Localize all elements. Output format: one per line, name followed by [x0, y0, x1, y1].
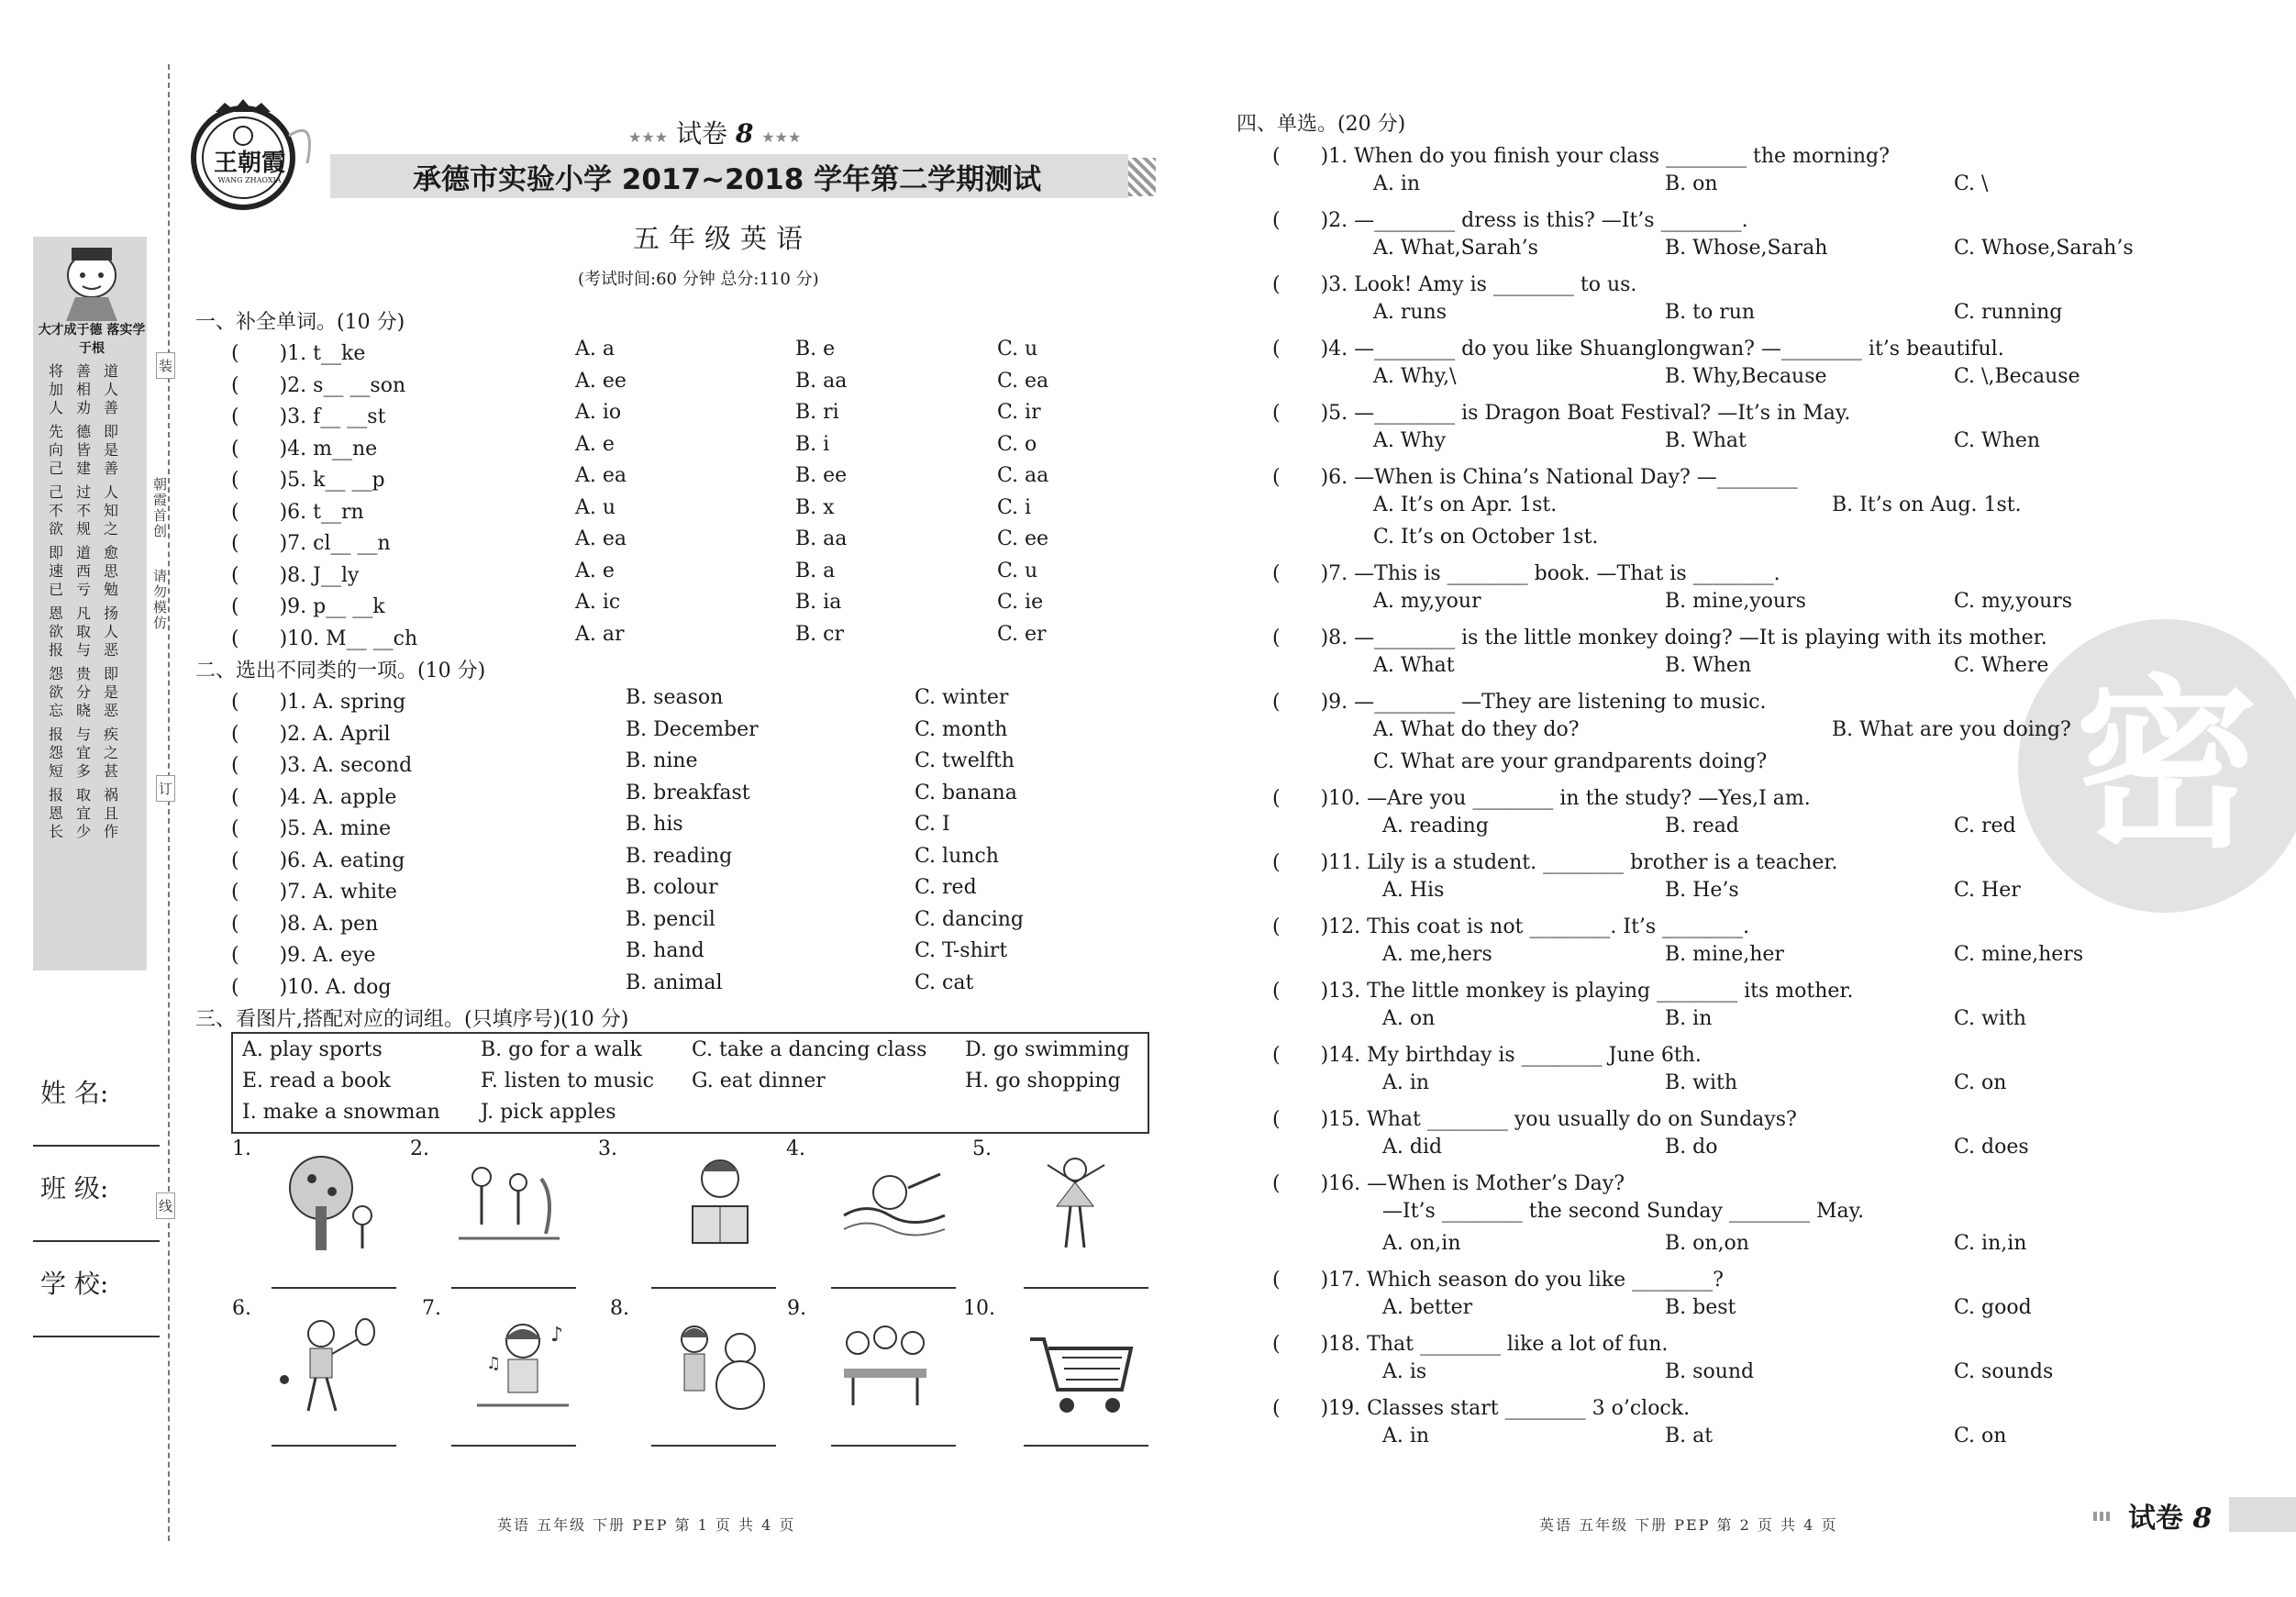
swimming-boy-icon [839, 1151, 949, 1252]
question-row: ( )13. The little monkey is playing ________ its mother. [1272, 980, 1854, 1003]
motto-row: 将善道 加相人 人劝善 [48, 362, 131, 416]
footer-left: 英语 五年级 下册 PEP 第 1 页 共 4 页 [497, 1516, 796, 1534]
answer-blank[interactable] [1024, 1445, 1148, 1447]
question-row: ( )10. —Are you ________ in the study? —Yes,I am. [1272, 787, 1811, 810]
scholar-cartoon-icon [48, 240, 136, 321]
corner-pattern [2093, 1512, 2112, 1521]
title-band-pattern [1128, 158, 1156, 196]
question-row: ( )11. Lily is a student. ________ brother is a teacher. [1272, 851, 1838, 874]
question-row: ( )16. —When is Mother’s Day? [1272, 1172, 1625, 1195]
answer-blank[interactable] [451, 1445, 576, 1447]
question-row: ( )19. Classes start ________ 3 o’clock. [1272, 1397, 1691, 1420]
school-field[interactable] [33, 1336, 160, 1337]
question-row: ( )17. Which season do you like ________? [1272, 1269, 1724, 1292]
motto-row: 己过人 不不知 欲规之 [48, 483, 131, 538]
tennis-boy-icon [275, 1314, 385, 1414]
secret-stamp-text: 密 [2074, 658, 2258, 873]
logo-text: 王朝霞 [213, 150, 285, 177]
vertical-note-copy: 请勿模仿 [151, 569, 168, 631]
reading-boy-icon [665, 1151, 775, 1252]
motto-row: 报与疾 怨宜之 短多甚 [48, 726, 131, 780]
dancing-girl-icon [1020, 1151, 1130, 1252]
section4-title: 四、单选。(20 分) [1237, 113, 1406, 136]
question-row: ( )7. —This is ________ book. —That is ________. [1272, 562, 1780, 585]
paper-label-text: 试卷 [675, 118, 727, 149]
picture-number: 4. [786, 1137, 805, 1160]
question-row: ( )4. —________ do you like Shuanglongwan? —________ it’s beautiful. [1272, 338, 2004, 360]
question-row-continued: —It’s ________ the second Sunday ________ May. [1382, 1200, 1865, 1223]
answer-blank[interactable] [831, 1445, 956, 1447]
question-row: ( )2. —________ dress is this? —It’s ________. [1272, 209, 1748, 232]
picture-number: 7. [422, 1297, 441, 1320]
footer-right: 英语 五年级 下册 PEP 第 2 页 共 4 页 [1539, 1516, 1838, 1534]
snowman-icon [662, 1314, 772, 1414]
class-field[interactable] [33, 1240, 160, 1242]
question-row: ( )18. That ________ like a lot of fun. [1272, 1333, 1669, 1356]
name-field[interactable] [33, 1145, 160, 1147]
answer-blank[interactable] [651, 1445, 776, 1447]
subject-title: 五年级英语 [633, 223, 813, 254]
answer-blank[interactable] [831, 1287, 956, 1289]
question-row: ( )15. What ________ you usually do on Sundays? [1272, 1108, 1797, 1131]
apple-tree-icon [275, 1151, 385, 1252]
svg-text:♫: ♫ [486, 1354, 502, 1373]
binding-dotted-line [168, 64, 170, 1541]
logo-caption: WANG ZHAOXIA [217, 176, 282, 184]
walking-family-icon [454, 1151, 564, 1252]
picture-number: 10. [963, 1297, 995, 1320]
corner-band [2229, 1497, 2296, 1532]
question-row: ( )6. —When is China’s National Day? —________ [1272, 466, 1798, 489]
motto-row: 先德即 向皆是 己建善 [48, 423, 131, 477]
question-row: ( )3. Look! Amy is ________ to us. [1272, 273, 1637, 296]
motto-columns [37, 362, 143, 841]
class-label: 班 级: [40, 1173, 109, 1203]
motto-row: 即道愈 速西思 已亏勉 [48, 544, 131, 598]
school-label: 学 校: [40, 1269, 109, 1299]
section3-title: 三、看图片,搭配对应的词组。(只填序号)(10 分) [195, 1008, 629, 1031]
motto-row: 怨贵即 欲分是 忘晓恶 [48, 665, 131, 719]
picture-number: 5. [972, 1137, 992, 1160]
question-row: ( )8. —________ is the little monkey doing? —It is playing with its mother. [1272, 627, 2047, 649]
binding-mark-mid: 订 [156, 775, 175, 802]
question-row: ( )9. —________ —They are listening to music. [1272, 691, 1767, 714]
answer-blank[interactable] [272, 1287, 396, 1289]
binding-mark-top: 装 [156, 352, 175, 379]
picture-number: 1. [232, 1137, 251, 1160]
paper-number: 8 [735, 118, 754, 149]
answer-blank[interactable] [272, 1445, 396, 1447]
question-row: ( )14. My birthday is ________ June 6th. [1272, 1044, 1702, 1067]
motto-row: 恩凡扬 欲取人 报与恶 [48, 604, 131, 659]
binding-mark-bottom: 线 [156, 1192, 175, 1219]
paper-label [628, 114, 801, 150]
picture-number: 9. [787, 1297, 806, 1320]
section2-title: 二、选出不同类的一项。(10 分) [195, 660, 486, 682]
corner-paper-label: 试卷 8 [2128, 1503, 2213, 1535]
sidebar-slogan: 大才成于德 落实学于根 [38, 323, 146, 356]
picture-number: 6. [232, 1297, 251, 1320]
star-icons: ★★★ [628, 128, 669, 146]
question-row: ( )12. This coat is not ________. It’s ________. [1272, 915, 1750, 938]
shopping-cart-icon [1026, 1321, 1136, 1422]
section1-title: 一、补全单词。(10 分) [195, 311, 405, 334]
answer-blank[interactable] [451, 1287, 576, 1289]
exam-info: (考试时间:60 分钟 总分:110 分) [578, 270, 819, 289]
vertical-note-original: 朝霞首创 [151, 477, 168, 539]
question-row: ( )5. —________ is Dragon Boat Festival? —It’s in May. [1272, 402, 1851, 425]
name-label: 姓 名: [40, 1078, 109, 1108]
picture-number: 3. [598, 1137, 617, 1160]
question-row: ( )1. When do you finish your class ________ the morning? [1272, 145, 1890, 168]
dinner-family-icon [830, 1314, 940, 1414]
answer-blank[interactable] [1024, 1287, 1148, 1289]
music-girl-icon [468, 1314, 578, 1414]
picture-number: 8. [610, 1297, 629, 1320]
star-icons: ★★★ [761, 128, 802, 146]
school-title: 承德市实验小学 2017~2018 学年第二学期测试 [413, 163, 1042, 196]
answer-blank[interactable] [651, 1287, 776, 1289]
picture-number: 2. [410, 1137, 429, 1160]
motto-row: 报取祸 恩宜且 长少作 [48, 786, 131, 840]
svg-text:♪: ♪ [550, 1324, 564, 1347]
